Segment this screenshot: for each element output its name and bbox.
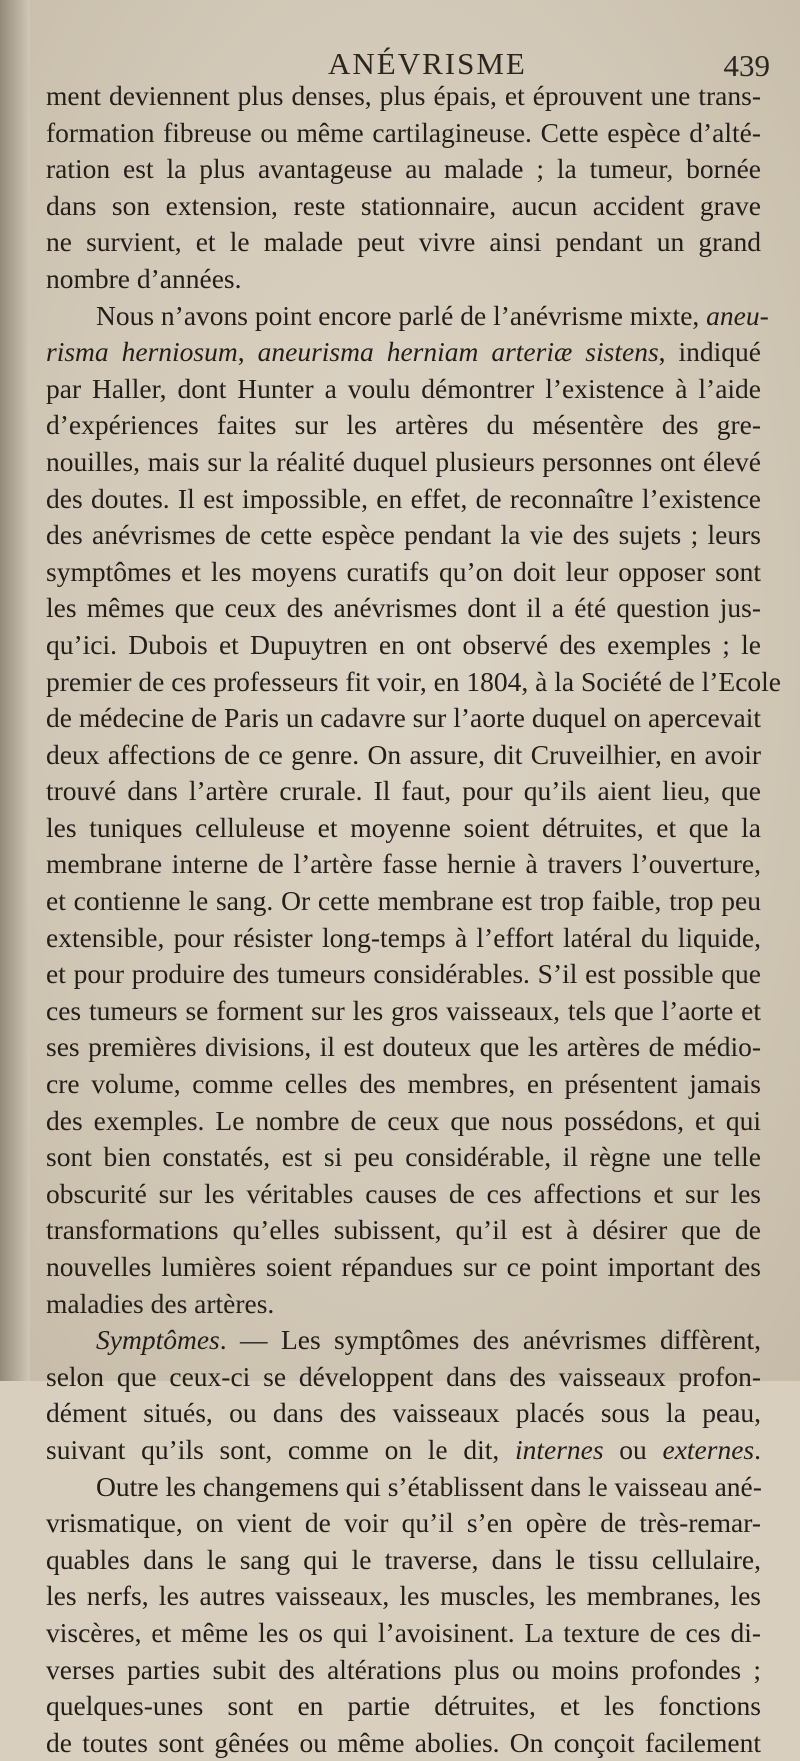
text-line: des exemples. Le nombre de ceux que nous possédons, et qui bbox=[46, 1104, 761, 1136]
text-line: membrane interne de l’artère fasse hernie à travers l’ouverture, bbox=[46, 848, 761, 880]
text-line: extensible, pour résister long-temps à l’effort latéral du liquide, bbox=[46, 921, 761, 953]
text-line: nouvelles lumières soient répandues sur ce point important des bbox=[46, 1251, 761, 1282]
text-line: et contienne le sang. Or cette membrane est trop faible, trop peu bbox=[46, 885, 761, 917]
text-line: ne survient, et le malade peut vivre ainsi pendant un grand bbox=[46, 226, 761, 258]
text-line: Nous n’avons point encore parlé de l’anévrisme mixte, aneu- bbox=[96, 299, 769, 331]
body-text bbox=[46, 78, 782, 1761]
text-line: ration est la plus avantageuse au malade ; la tumeur, bornée bbox=[46, 153, 761, 185]
text-line: transformations qu’elles subissent, qu’il est à désirer que de bbox=[46, 1214, 761, 1246]
text-line: les mêmes que ceux des anévrismes dont il a été question jus- bbox=[46, 592, 761, 624]
text-line: ses premières divisions, il est douteux que les artères de médio- bbox=[46, 1031, 761, 1063]
text-line: risma herniosum, aneurisma herniam arteriæ sistens, indiqué bbox=[46, 336, 761, 368]
text-line: formation fibreuse ou même cartilagineuse. Cette espèce d’alté- bbox=[46, 116, 761, 148]
text-line: deux affections de ce genre. On assure, dit Cruveilhier, en avoir bbox=[46, 738, 761, 770]
text-line: nombre d’années. bbox=[46, 262, 242, 294]
text-line: Outre les changemens qui s’établissent dans le vaisseau ané- bbox=[96, 1470, 762, 1502]
text-line: selon que ceux-ci se développent dans des vaisseaux profon- bbox=[46, 1360, 761, 1392]
text-line: dément situés, ou dans des vaisseaux placés sous la peau, bbox=[46, 1397, 761, 1429]
text-line: dans son extension, reste stationnaire, aucun accident grave bbox=[46, 189, 761, 221]
text-line: vrismatique, on vient de voir qu’il s’en opère de très-remar- bbox=[46, 1507, 761, 1539]
text-line: quelques-unes sont en partie détruites, et les fonctions bbox=[46, 1690, 761, 1722]
text-line: premier de ces professeurs fit voir, en 1804, à la Société de l’Ecole bbox=[46, 665, 782, 697]
text-line: qu’ici. Dubois et Dupuytren en ont observé des exemples ; le bbox=[46, 628, 761, 660]
text-line: viscères, et même les os qui l’avoisinent. La texture de ces di- bbox=[46, 1616, 761, 1648]
text-line: verses parties subit des altérations plus ou moins profondes ; bbox=[46, 1653, 761, 1685]
text-line: nouilles, mais sur la réalité duquel plusieurs personnes ont élevé bbox=[46, 445, 761, 477]
text-line: ment deviennent plus denses, plus épais, et éprouvent une trans- bbox=[46, 80, 761, 111]
text-line: des doutes. Il est impossible, en effet, de reconnaître l’existence bbox=[46, 482, 761, 514]
text-line: suivant qu’ils sont, comme on le dit, internes ou externes. bbox=[46, 1433, 761, 1465]
text-line: les tuniques celluleuse et moyenne soient détruites, et que la bbox=[46, 811, 761, 843]
text-line: obscurité sur les véritables causes de ces affections et sur les bbox=[46, 1177, 761, 1209]
text-line: quables dans le sang qui le traverse, dans le tissu cellulaire, bbox=[46, 1543, 761, 1575]
running-title: ANÉVRISME bbox=[328, 46, 527, 81]
text-line: symptômes et les moyens curatifs qu’on doit leur opposer sont bbox=[46, 555, 761, 587]
text-line: de toutes sont gênées ou même abolies. On conçoit facilement bbox=[46, 1726, 761, 1758]
text-line: et pour produire des tumeurs considérables. S’il est possible que bbox=[46, 958, 761, 990]
text-line: les nerfs, les autres vaisseaux, les muscles, les membranes, les bbox=[46, 1580, 761, 1612]
page-number: 439 bbox=[723, 48, 770, 83]
text-line: ces tumeurs se forment sur les gros vaisseaux, tels que l’aorte et bbox=[46, 994, 761, 1026]
text-line: par Haller, dont Hunter a voulu démontrer l’existence à l’aide bbox=[46, 372, 761, 404]
text-line: maladies des artères. bbox=[46, 1287, 275, 1319]
text-line: Symptômes. — Les symptômes des anévrismes diffèrent, bbox=[96, 1324, 761, 1356]
text-line: d’expériences faites sur les artères du mésentère des gre- bbox=[46, 409, 761, 441]
text-line: cre volume, comme celles des membres, en présentent jamais bbox=[46, 1068, 761, 1100]
text-line: de médecine de Paris un cadavre sur l’aorte duquel on apercevait bbox=[46, 702, 761, 734]
text-line: trouvé dans l’artère crurale. Il faut, pour qu’ils aient lieu, que bbox=[46, 775, 761, 807]
binding-gutter bbox=[0, 0, 30, 1381]
text-line: des anévrismes de cette espèce pendant la vie des sujets ; leurs bbox=[46, 519, 761, 551]
text-line: sont bien constatés, est si peu considérable, il règne une telle bbox=[46, 1141, 761, 1173]
